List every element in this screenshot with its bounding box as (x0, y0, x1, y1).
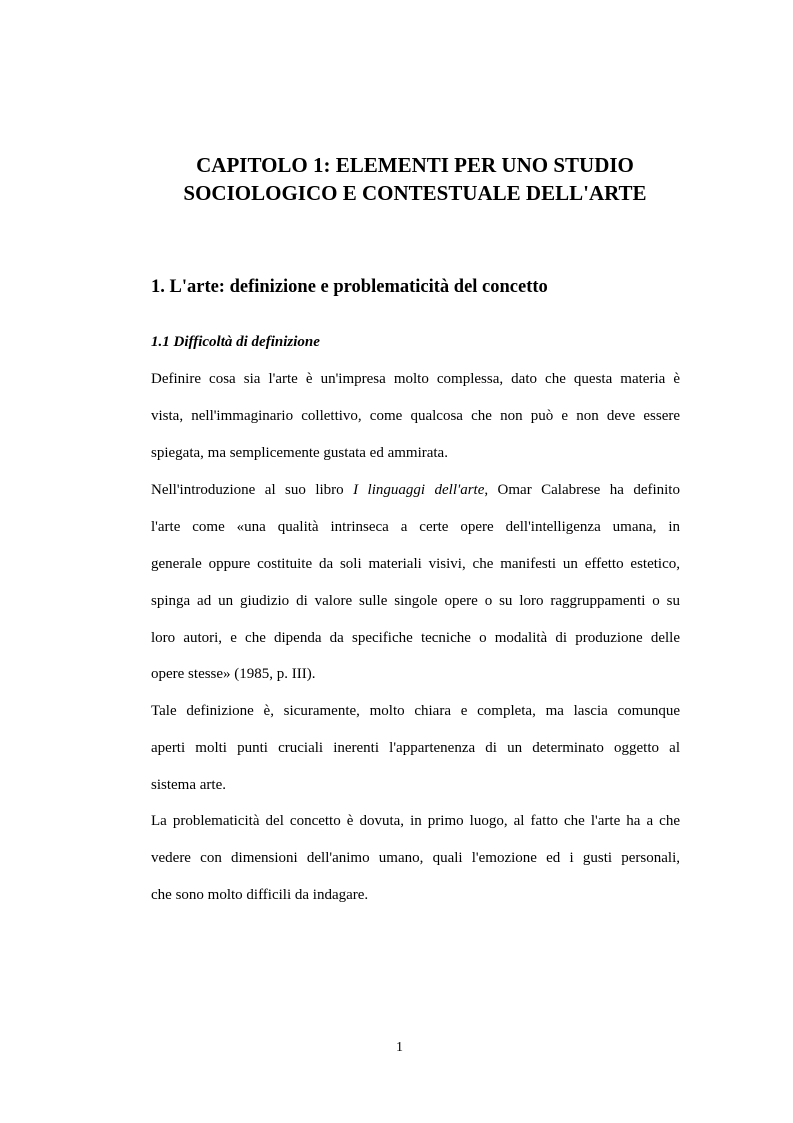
subsection-heading: 1.1 Difficoltà di definizione (151, 334, 320, 350)
paragraph-3-line-3: sistema arte. (151, 777, 226, 793)
book-title: I linguaggi dell'arte (353, 482, 485, 498)
paragraph-2-line-4: spinga ad un giudizio di valore sulle singole opere o su loro raggruppamenti o su (151, 593, 680, 609)
page-number: 1 (396, 1040, 403, 1055)
paragraph-3-line-1: Tale definizione è, sicuramente, molto chiara e completa, ma lascia comunque (151, 703, 680, 719)
paragraph-3-line-2: aperti molti punti cruciali inerenti l'appartenenza di un determinato oggetto al (151, 740, 680, 756)
paragraph-2-line-1 (151, 480, 680, 500)
paragraph-2-line-1-post: , Omar Calabrese ha definito (484, 482, 680, 498)
paragraph-4-line-2: vedere con dimensioni dell'animo umano, quali l'emozione ed i gusti personali, (151, 850, 680, 866)
paragraph-2-line-2: l'arte come «una qualità intrinseca a certe opere dell'intelligenza umana, in (151, 519, 680, 535)
chapter-title-line-2: SOCIOLOGICO E CONTESTUALE DELL'ARTE (183, 181, 647, 205)
section-heading: 1. L'arte: definizione e problematicità del concetto (151, 277, 548, 297)
paragraph-2-line-6: opere stesse» (1985, p. III). (151, 666, 316, 682)
paragraph-4-line-1: La problematicità del concetto è dovuta, in primo luogo, al fatto che l'arte ha a che (151, 813, 680, 829)
paragraph-2-line-5: loro autori, e che dipenda da specifiche tecniche o modalità di produzione delle (151, 630, 680, 646)
chapter-title-line-1: CAPITOLO 1: ELEMENTI PER UNO STUDIO (196, 153, 634, 177)
paragraph-2-line-3: generale oppure costituite da soli materiali visivi, che manifesti un effetto estetico, (151, 556, 680, 572)
paragraph-1-line-1: Definire cosa sia l'arte è un'impresa molto complessa, dato che questa materia è (151, 371, 680, 387)
paragraph-1-line-3: spiegata, ma semplicemente gustata ed ammirata. (151, 445, 448, 461)
paragraph-2-line-1-pre: Nell'introduzione al suo libro (151, 482, 354, 498)
paragraph-1-line-2: vista, nell'immaginario collettivo, come qualcosa che non può e non deve essere (151, 408, 680, 424)
paragraph-4-line-3: che sono molto difficili da indagare. (151, 887, 369, 903)
